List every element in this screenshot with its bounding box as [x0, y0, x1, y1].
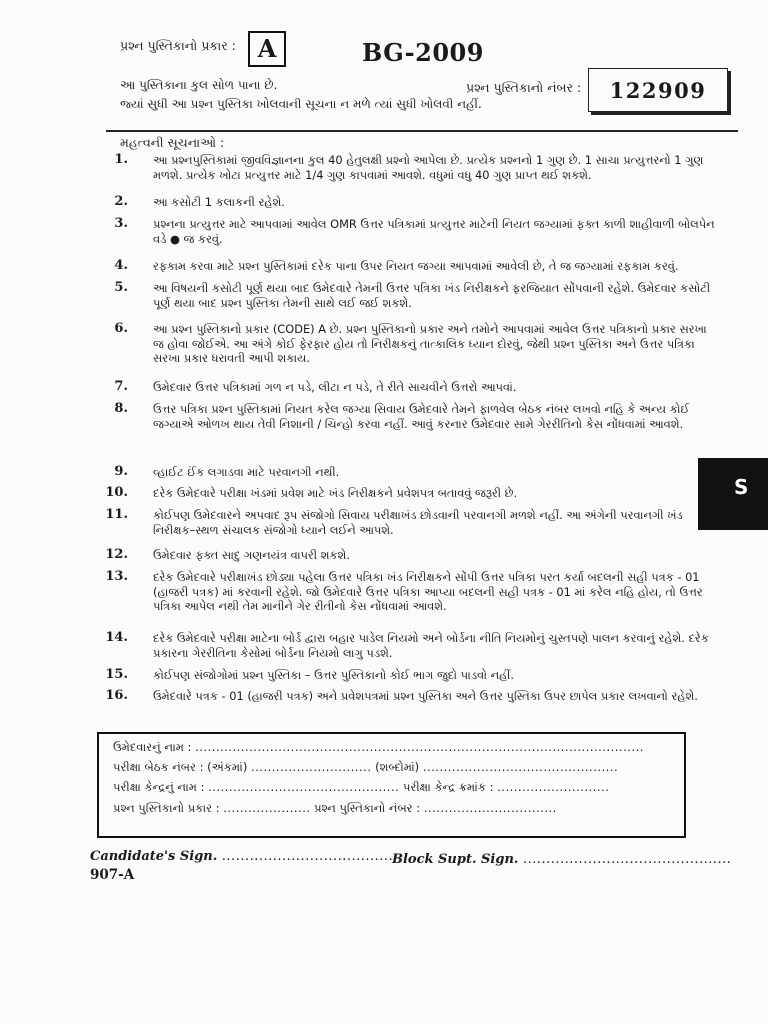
instruction-text: આ વિષયની કસોટી પૂર્ણ થયા બાદ ઉમેદવારે તેમની ઉત્તર પત્રિકા ખંડ નિરીક્ષકને ફરજિયાત સોંપવાની રહેશે. ઉમેદવાર કસોટી પૂર્ણ થયા બાદ પ્રશ્ન પુસ્તિકા તેમની સાથે લઈ જઈ શકશે. [153, 281, 711, 310]
instruction-text: આ પ્રશ્નપુસ્તિકામાં જીવવિજ્ઞાનના કુલ 40 હેતુલક્ષી પ્રશ્નો આપેલા છે. પ્રત્યેક પ્રશ્નનો 1 ગુણ છે. 1 સાચા પ્રત્યુત્તરનો 1 ગુણ મળશે. પ્રત્યેક ખોટા પ્રત્યુત્તર માટે 1/4 ગુણ કાપવામાં આવશે. વધુમાં વધુ 40 ગુણ પ્રાપ્ત થઈ શકશે. [153, 153, 704, 182]
instruction-item [100, 570, 720, 614]
block-supt-sign-label: Block Supt. Sign. [392, 852, 519, 867]
seat-number-digits-label: પરીક્ષા બેઠક નંબર : (અંકમાં) [113, 760, 248, 774]
candidate-sign-line[interactable] [90, 849, 398, 864]
candidate-sign-blank[interactable]: ...................................... [221, 849, 398, 864]
instruction-text: ઉમેદવાર ફક્ત સાદુ ગણનયંત્ર વાપરી શકશે. [153, 548, 350, 562]
centre-name-blank[interactable]: .............................................. [208, 780, 400, 794]
booklet-type-label: પ્રશ્ન પુસ્તિકાનો પ્રકાર : [120, 38, 236, 53]
instruction-item [100, 322, 720, 366]
candidate-name-row[interactable] [113, 740, 644, 755]
instruction-number: 12. [105, 547, 128, 562]
instruction-text: ઉમેદવાર ઉત્તર પત્રિકામાં ગળ ન પડે, લીટા ન પડે, તે રીતે સાચવીને ઉત્તરો આપવાં. [153, 380, 517, 394]
booklet-number-label: પ્રશ્ન પુસ્તિકાનો નંબર : [466, 80, 582, 95]
paper-code: BG-2009 [362, 38, 484, 67]
instruction-text: દરેક ઉમેદવારે પરીક્ષા ખંડમાં પ્રવેશ માટે ખંડ નિરીક્ષકને પ્રવેશપત્ર બતાવવું જરૂરી છે. [153, 486, 518, 500]
instruction-item [100, 402, 720, 431]
instruction-number: 5. [114, 280, 128, 295]
block-supt-sign-blank[interactable]: ............................................. [522, 852, 732, 867]
block-supt-sign-line[interactable] [392, 852, 731, 867]
centre-number-label: પરીક્ષા કેન્દ્ર ક્રમાંક : [402, 780, 494, 794]
instruction-item [100, 153, 720, 182]
section-tab: S [698, 458, 768, 530]
instruction-number: 10. [105, 485, 128, 500]
instruction-text: આ કસોટી 1 કલાકની રહેશે. [153, 195, 285, 209]
candidate-name-label: ઉમેદવારનું નામ : [113, 740, 192, 754]
instruction-text: રફકામ કરવા માટે પ્રશ્ન પુસ્તિકામાં દરેક પાના ઉપર નિયત જગ્યા આપવામાં આવેલી છે, તે જ જગ્યામાં રફકામ કરવું. [153, 259, 679, 273]
instruction-item [100, 486, 720, 501]
candidate-name-blank[interactable]: ............................................................................................................ [195, 740, 644, 754]
instruction-text: પ્રશ્નના પ્રત્યુત્તર માટે આપવામાં આવેલ OMR ઉત્તર પત્રિકામાં પ્રત્યુત્તર માટેની નિયત જગ્યામાં ફક્ત કાળી શાહીવાળી બોલપેન વડે ● જ કરવું. [153, 217, 715, 246]
instruction-number: 15. [105, 667, 128, 682]
form-booklet-number-blank[interactable]: ................................ [423, 801, 557, 815]
seat-number-words-label: (શબ્દોમાં) [375, 760, 420, 774]
instruction-item [100, 281, 720, 310]
do-not-open-note: જ્યાં સુધી આ પ્રશ્ન પુસ્તિકા ખોલવાની સૂચના ન મળે ત્યાં સુધી ખોલવી નહીં. [120, 97, 482, 111]
instruction-text: દરેક ઉમેદવારે પરીક્ષાખંડ છોડ્યા પહેલા ઉત્તર પત્રિકા ખંડ નિરીક્ષકને સોંપી ઉત્તર પત્રિકા પરત કર્યા બદલની સહી પત્રક - 01 (હાજરી પત્રક) માં કરવાની રહેશે. જો ઉમેદવારે ઉત્તર પત્રિકા આપ્યા બદલની સહી પત્રક - 01 માં કરેલ નહિ હોય, તો ઉત્તર પત્રિકા આપેલ નથી તેમ માનીને ગેર રીતીનો કેસ નોંધવામાં આવશે. [153, 570, 703, 613]
instruction-number: 4. [114, 258, 128, 273]
instruction-number: 6. [114, 321, 128, 336]
form-booklet-type-label: પ્રશ્ન પુસ્તિકાનો પ્રકાર : [113, 801, 220, 815]
centre-name-label: પરીક્ષા કેન્દ્રનું નામ : [113, 780, 205, 794]
candidate-sign-label: Candidate's Sign. [90, 849, 218, 864]
instruction-text: કોઈપણ સંજોગોમાં પ્રશ્ન પુસ્તિકા – ઉત્તર પુસ્તિકાનો કોઈ ભાગ જુદો પાડવો નહીં. [153, 668, 515, 682]
instructions-heading: મહત્વની સૂચનાઓ : [120, 135, 225, 150]
centre-number-blank[interactable]: ........................... [497, 780, 610, 794]
instruction-item [100, 668, 720, 683]
instruction-number: 7. [114, 379, 128, 394]
booklet-row[interactable] [113, 801, 557, 816]
page-code: 907-A [90, 867, 135, 883]
pages-note: આ પુસ્તિકાના કુલ સોળ પાના છે. [120, 78, 278, 92]
instruction-number: 3. [114, 216, 128, 231]
instruction-number: 16. [105, 688, 128, 703]
instruction-number: 1. [114, 152, 128, 167]
instruction-item [100, 465, 720, 480]
instruction-number: 2. [114, 194, 128, 209]
instruction-item [100, 508, 720, 537]
instruction-number: 11. [105, 507, 128, 522]
seat-number-digits-blank[interactable]: ............................. [250, 760, 372, 774]
booklet-number-box: 122909 [588, 68, 728, 112]
seat-number-row[interactable] [113, 760, 618, 775]
instruction-text: વ્હાઈટ ઈંક લગાડવા માટે પરવાનગી નથી. [153, 465, 340, 479]
instruction-item [100, 689, 720, 704]
form-booklet-type-blank[interactable]: ..................... [223, 801, 311, 815]
instruction-number: 13. [105, 569, 128, 584]
instruction-number: 14. [105, 630, 128, 645]
instruction-item [100, 631, 720, 660]
instruction-item [100, 195, 720, 210]
form-booklet-number-label: પ્રશ્ન પુસ્તિકાનો નંબર : [314, 801, 421, 815]
instruction-text: દરેક ઉમેદવારે પરીક્ષા માટેના બોર્ડ દ્વારા બહાર પાડેલ નિયમો અને બોર્ડના નીતિ નિયમોનું ચુસ્તપણે પાલન કરવાનું રહેશે. દરેક પ્રકારના ગેરરીતિના કેસોમાં બોર્ડના નિયમો લાગુ પડશે. [153, 631, 709, 660]
instruction-text: ઉત્તર પત્રિકા પ્રશ્ન પુસ્તિકામાં નિયત કરેલ જગ્યા સિવાય ઉમેદવારે તેમને ફાળવેલ બેઠક નંબર લખવો નહિ કે અન્ય કોઈ જગ્યાએ ઓળખ થાય તેવી નિશાની / ચિન્હો કરવા નહીં. આવું કરનાર ઉમેદવાર સામે ગેરરીતિનો કેસ નોંધવામાં આવશે. [153, 402, 690, 431]
instruction-item [100, 259, 720, 274]
booklet-type-box: A [248, 31, 286, 67]
instruction-number: 8. [114, 401, 128, 416]
instruction-item [100, 548, 720, 563]
candidate-details-form [97, 732, 686, 838]
instruction-number: 9. [114, 464, 128, 479]
instruction-item [100, 380, 720, 395]
seat-number-words-blank[interactable]: ............................................... [422, 760, 619, 774]
instruction-text: ઉમેદવારે પત્રક - 01 (હાજરી પત્રક) અને પ્રવેશપત્રમાં પ્રશ્ન પુસ્તિકા અને ઉત્તર પુસ્તિકા ઉપર છાપેલ પ્રકાર લખવાનો રહેશે. [153, 689, 698, 703]
centre-row[interactable] [113, 780, 609, 795]
header-divider [106, 130, 738, 132]
instruction-text: કોઈપણ ઉમેદવારને અપવાદ રૂપ સંજોગો સિવાય પરીક્ષાખંડ છોડવાની પરવાનગી મળશે નહીં. આ અંગેની પરવાનગી ખંડ નિરીક્ષક–સ્થળ સંચાલક સંજોગો ધ્યાને લઈને આપશે. [153, 508, 683, 537]
instruction-text: આ પ્રશ્ન પુસ્તિકાનો પ્રકાર (CODE) A છે. પ્રશ્ન પુસ્તિકાનો પ્રકાર અને તમોને આપવામાં આવેલ ઉત્તર પત્રિકાનો પ્રકાર સરખા જ હોવા જોઈએ. આ અંગે કોઈ ફેરફાર હોય તો નિરીક્ષકનું તાત્કાલિક ધ્યાન દોરવું, જેથી પ્રશ્ન પુસ્તિકા અને ઉત્તર પત્રિકા સરખા પ્રકાર ધરાવતી આપી શકાય. [153, 322, 707, 365]
instruction-item [100, 217, 720, 246]
